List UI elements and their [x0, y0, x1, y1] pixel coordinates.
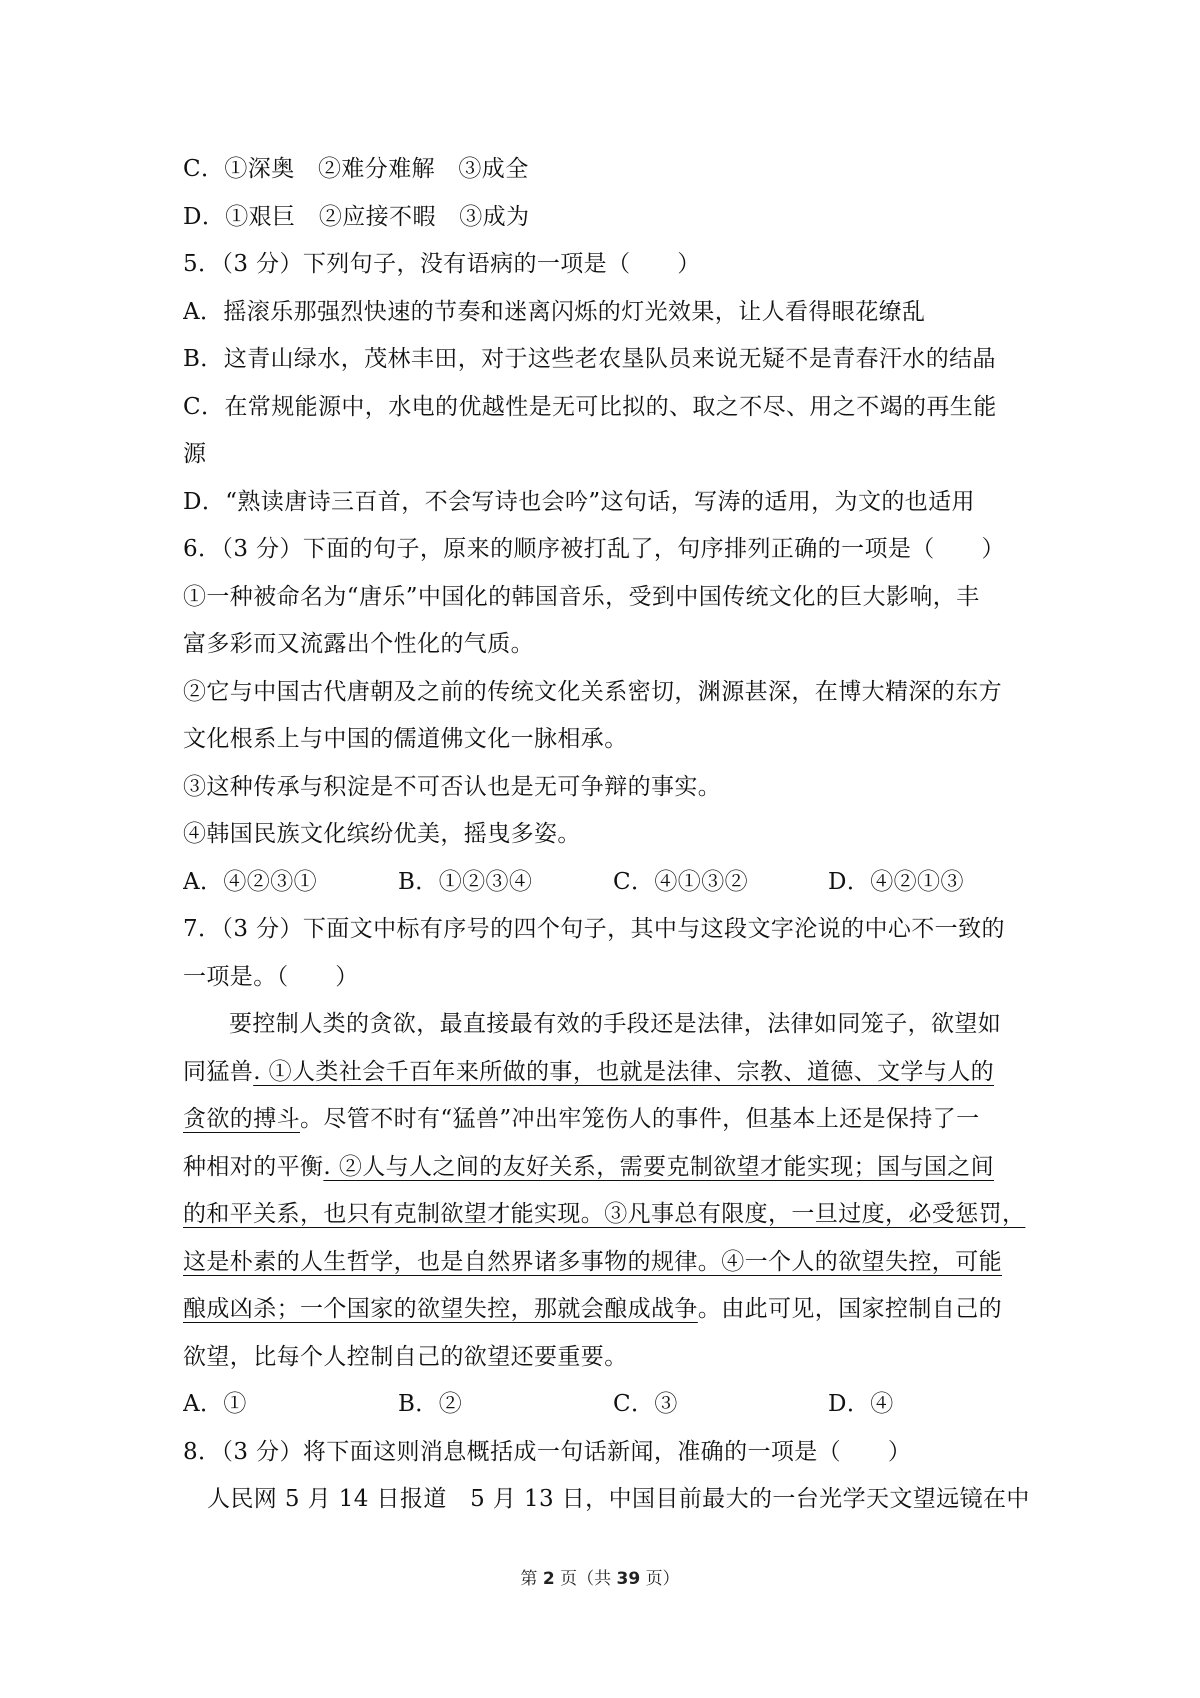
q5-option-d: D．“熟读唐诗三百首，不会写诗也会吟”这句话，写涛的适用，为文的也适用	[183, 488, 975, 515]
footer-prefix: 第	[520, 1569, 538, 1589]
q6-sentence-2: ②它与中国古代唐朝及之前的传统文化关系密切，渊源甚深，在博大精深的东方	[183, 678, 1002, 705]
underlined-sentence: 贪欲的搏斗	[183, 1106, 300, 1132]
q7-options	[183, 1381, 1043, 1429]
q6-sentence-1: ①一种被命名为“唐乐”中国化的韩国音乐，受到中国传统文化的巨大影响，丰	[183, 583, 980, 610]
footer-total-pages: 39	[616, 1569, 641, 1589]
q7-passage-line: 欲望，比每个人控制自己的欲望还要重要。	[183, 1343, 628, 1370]
q4-option-c: C．①深奥 ②难分难解 ③成全	[183, 156, 529, 182]
q6-sentence-2-cont: 文化根系上与中国的儒道佛文化一脉相承。	[183, 726, 628, 752]
underlined-sentence: 的和平关系，也只有克制欲望才能实现。③凡事总有限度，一旦过度，必受惩罚，	[183, 1201, 1026, 1227]
underlined-sentence: 酿成凶杀；一个国家的欲望失控，那就会酿成战争	[183, 1296, 698, 1322]
q6-option-c: C．④①③②	[613, 868, 748, 895]
q5-option-a: A．摇滚乐那强烈快速的节奏和迷离闪烁的灯光效果，让人看得眼花缭乱	[183, 298, 926, 325]
underlined-sentence: 这是朴素的人生哲学，也是自然界诸多事物的规律。④一个人的欲望失控，可能	[183, 1248, 1002, 1275]
q5-stem: 5．（3 分）下列句子，没有语病的一项是（ ）	[183, 251, 701, 277]
passage-text: 同猛兽	[183, 1058, 254, 1085]
passage-text: 。尽管不时有“猛兽”冲出牢笼伤人的事件，但基本上还是保持了一	[300, 1106, 980, 1132]
q7-passage-line: 要控制人类的贪欲，最直接最有效的手段还是法律，法律如同笼子，欲望如	[229, 1011, 1002, 1037]
passage-text: 。由此可见，国家控制自己的	[697, 1296, 1003, 1322]
q7-passage-line	[183, 1096, 1043, 1144]
q7-passage-line	[183, 1144, 1043, 1192]
passage-text: 种相对的平衡	[183, 1153, 324, 1180]
q5-option-b: B．这青山绿水，茂林丰田，对于这些老农垦队员来说无疑不是青春汗水的结晶	[183, 346, 996, 372]
document-body	[183, 146, 1043, 1524]
q6-sentence-1-cont: 富多彩而又流露出个性化的气质。	[183, 631, 534, 657]
q6-stem: 6．（3 分）下面的句子，原来的顺序被打乱了，句序排列正确的一项是（ ）	[183, 536, 1005, 562]
underlined-sentence: . ②人与人之间的友好关系，需要克制欲望才能实现；国与国之间	[323, 1153, 995, 1180]
footer-middle: 页（共	[560, 1569, 612, 1589]
q4-option-d: D．①艰巨 ②应接不暇 ③成为	[183, 203, 530, 230]
q6-sentence-3: ③这种传承与积淀是不可否认也是无可争辩的事实。	[183, 773, 722, 800]
footer-page-number: 2	[542, 1569, 555, 1589]
q6-options	[183, 859, 1043, 907]
q7-passage-line	[183, 1049, 1043, 1097]
q8-passage-line: 人民网 5 月 14 日报道 5 月 13 日，中国目前最大的一台光学天文望远镜在中	[207, 1486, 1030, 1512]
q6-option-a: A．④②③①	[183, 868, 318, 895]
q6-option-d: D．④②①③	[828, 868, 964, 895]
q5-option-c-cont: 源	[183, 441, 207, 467]
q7-stem-cont: 一项是。（ ）	[183, 963, 359, 990]
underlined-sentence: . ①人类社会千百年来所做的事，也就是法律、宗教、道德、文学与人的	[253, 1058, 995, 1085]
q6-sentence-4: ④韩国民族文化缤纷优美，摇曳多姿。	[183, 821, 581, 847]
q7-passage-line	[183, 1239, 1043, 1287]
q7-stem: 7．（3 分）下面文中标有序号的四个句子，其中与这段文字沦说的中心不一致的	[183, 916, 1005, 942]
q8-stem: 8．（3 分）将下面这则消息概括成一句话新闻，准确的一项是（ ）	[183, 1438, 912, 1465]
q6-option-b: B．①②③④	[398, 868, 533, 895]
q7-passage-line	[183, 1286, 1043, 1334]
q7-option-a: A．①	[183, 1391, 247, 1417]
q7-passage-line	[183, 1191, 1043, 1239]
page-footer	[0, 1564, 1200, 1589]
q5-option-c: C．在常规能源中，水电的优越性是无可比拟的、取之不尽、用之不竭的再生能	[183, 393, 997, 420]
footer-suffix: 页）	[645, 1569, 680, 1589]
q7-option-b: B．②	[398, 1391, 463, 1417]
q7-option-d: D．④	[828, 1391, 894, 1417]
q7-option-c: C．③	[613, 1391, 678, 1417]
